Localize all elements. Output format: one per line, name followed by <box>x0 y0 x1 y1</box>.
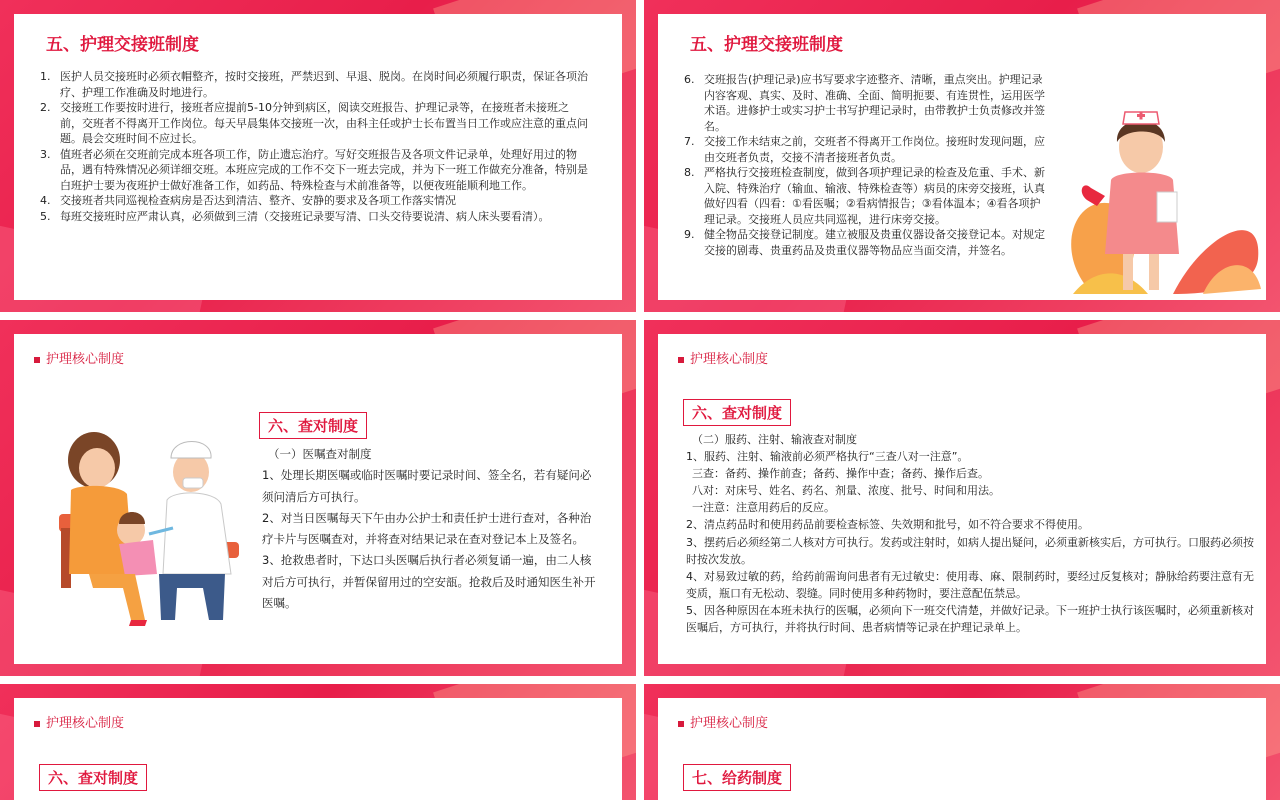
list-item <box>684 165 1046 227</box>
item-number: 4. <box>40 194 51 207</box>
slide-check-1[interactable] <box>0 320 636 676</box>
text-line: 一注意：注意用药后的反应。 <box>692 501 835 515</box>
item-text: 交班报告(护理记录)应书写要求字迹整齐、清晰，重点突出。护理记录内容客观、真实、及时、准确、全面、简明扼要、有连贯性，运用医学术语。进修护士或实习护士书写护理记录时，由带教护士负责修改并签名。 <box>704 73 1045 133</box>
item-number: 7. <box>684 135 695 148</box>
square-bullet-icon <box>678 357 684 363</box>
text-line: 3、抢救患者时，下达口头医嘱后执行者必须复诵一遍，由二人核对后方可执行，并暂保留用过的空安瓿。抢救后及时通知医生补开医嘱。 <box>262 553 596 611</box>
section-tag-label: 护理核心制度 <box>46 352 125 367</box>
list-item <box>40 147 590 194</box>
item-number: 5. <box>40 209 51 223</box>
item-number: 3. <box>40 147 51 161</box>
square-bullet-icon <box>34 357 40 363</box>
slide-title: 六、查对制度 <box>39 764 147 791</box>
item-text: 交接工作未结束之前，交班者不得离开工作岗位。接班时发现问题，应由交班者负责，交接不清者接班者负责。 <box>704 135 1045 164</box>
text-line: 5、因各种原因在本班未执行的医嘱，必须向下一班交代清楚，并做好记录。下一班护士执行该医嘱时，必须重新核对医嘱后，方可执行，并将执行时间、患者病情等记录在护理记录单上。 <box>686 603 1254 635</box>
item-text: 健全物品交接登记制度。建立被服及贵重仪器设备交接登记本。对规定交接的剧毒、贵重药品及贵重仪器等物品应当面交清，并签名。 <box>704 228 1045 257</box>
slide-card <box>14 14 622 300</box>
list-item <box>40 100 590 147</box>
list-item <box>40 69 590 100</box>
section-tag <box>678 712 768 731</box>
slide-title: 六、查对制度 <box>259 412 367 439</box>
slide-title: 五、护理交接班制度 <box>690 35 843 55</box>
text-line: 4、对易致过敏的药，给药前需询问患者有无过敏史：使用毒、麻、限制药时，要经过反复核对；静脉给药要注意有无变质，瓶口有无松动、裂缝。同时使用多种药物时，要注意配伍禁忌。 <box>686 569 1254 600</box>
item-text: 医护人员交接班时必须衣帽整齐，按时交接班，严禁迟到、早退、脱岗。在岗时间必须履行职责，保证各项治疗、护理工作准确及时地进行。 <box>60 70 588 99</box>
text-line: 3、摆药后必须经第二人核对方可执行。发药或注射时，如病人提出疑问，必须重新核实后，方可执行。口服药必须按时按次发放。 <box>686 535 1254 566</box>
text-line: 2、清点药品时和使用药品前要检查标签、失效期和批号，如不符合要求不得使用。 <box>686 518 1089 532</box>
item-number: 6. <box>684 73 695 86</box>
text-line: （一）医嘱查对制度 <box>268 447 372 461</box>
slide-title: 六、查对制度 <box>683 399 791 426</box>
slide-title: 七、给药制度 <box>683 764 791 791</box>
text-line: （二）服药、注射、输液查对制度 <box>692 433 857 446</box>
text-line: 2、对当日医嘱每天下午由办公护士和责任护士进行查对，各种治疗卡片与医嘱查对，并将查对结果记录在查对登记本上及签名。 <box>262 510 592 547</box>
item-text: 交接班工作要按时进行，接班者应提前5-10分钟到病区，阅读交班报告、护理记录等，在接班者未接班之前，交班者不得离开工作岗位。每天早晨集体交接班一次，由科主任或护士长布置当日工作或应注意的重点问题。晨会交班时间不应过长。 <box>60 101 588 145</box>
doctor-child-illustration <box>49 424 249 634</box>
slide-medication[interactable] <box>644 684 1280 800</box>
item-text: 交接班者共同巡视检查病房是否达到清洁、整齐、安静的要求及各项工作落实情况 <box>60 194 456 207</box>
slide-handover-2[interactable] <box>644 0 1280 312</box>
section-tag-label: 护理核心制度 <box>690 352 769 367</box>
list-item <box>684 72 1046 134</box>
item-number: 8. <box>684 166 695 179</box>
section-tag <box>678 348 768 367</box>
item-text: 值班者必须在交班前完成本班各项工作，防止遗忘治疗。写好交班报告及各项文件记录单，处理好用过的物品，遇有特殊情况必须详细交班。本班应完成的工作不交下一班去完成，并为下一班工作做充分准备，特别是白班护士要为夜班护士做好准备工作，如药品、特殊检查与术前准备等，以便夜班能顺利地工作。 <box>60 147 588 192</box>
slide-card <box>658 698 1266 800</box>
item-number: 9. <box>684 228 695 241</box>
section-tag <box>34 712 124 731</box>
list-item <box>684 227 1046 258</box>
item-text: 严格执行交接班检查制度，做到各项护理记录的检查及危重、手术、新入院、特殊治疗（输血、输液、特殊检查等）病员的床旁交接班，认真做好四看（四看：①看医嘱；②看病情报告；③看体温本；④看各项护理记录。交接班人员应共同巡视，进行床旁交接。 <box>704 166 1045 226</box>
slide-card <box>14 334 622 664</box>
slide-check-2[interactable] <box>644 320 1280 676</box>
text-line: 三查：备药、操作前查；备药、操作中查；备药、操作后查。 <box>692 467 989 481</box>
slide-card <box>658 14 1266 300</box>
check-rules-text <box>262 444 598 614</box>
slide-check-3[interactable] <box>0 684 636 800</box>
list-item <box>684 134 1046 165</box>
slide-card <box>658 334 1266 664</box>
item-number: 1. <box>40 70 51 83</box>
list-item <box>40 193 590 209</box>
item-number: 2. <box>40 101 51 114</box>
slide-card <box>14 698 622 800</box>
section-tag-label: 护理核心制度 <box>690 716 769 731</box>
section-tag-label: 护理核心制度 <box>46 716 125 731</box>
text-line: 1、服药、注射、输液前必须严格执行“三查八对一注意”。 <box>686 450 969 464</box>
slide-handover-1[interactable] <box>0 0 636 312</box>
text-line: 八对：对床号、姓名、药名、剂量、浓度、批号、时间和用法。 <box>692 484 1000 498</box>
text-line: 1、处理长期医嘱或临时医嘱时要记录时间、签全名，若有疑问必须问清后方可执行。 <box>262 468 592 504</box>
square-bullet-icon <box>34 721 40 727</box>
list-item <box>40 209 590 225</box>
check-rules-text <box>686 431 1256 636</box>
nurse-illustration <box>1053 84 1263 300</box>
section-tag <box>34 348 124 367</box>
rules-list <box>40 69 590 224</box>
square-bullet-icon <box>678 721 684 727</box>
item-text: 每班交接班时应严肃认真，必须做到三清（交接班记录要写清、口头交待要说清、病人床头要看清）。 <box>60 209 550 223</box>
rules-list <box>684 72 1046 258</box>
slide-title: 五、护理交接班制度 <box>46 35 199 55</box>
